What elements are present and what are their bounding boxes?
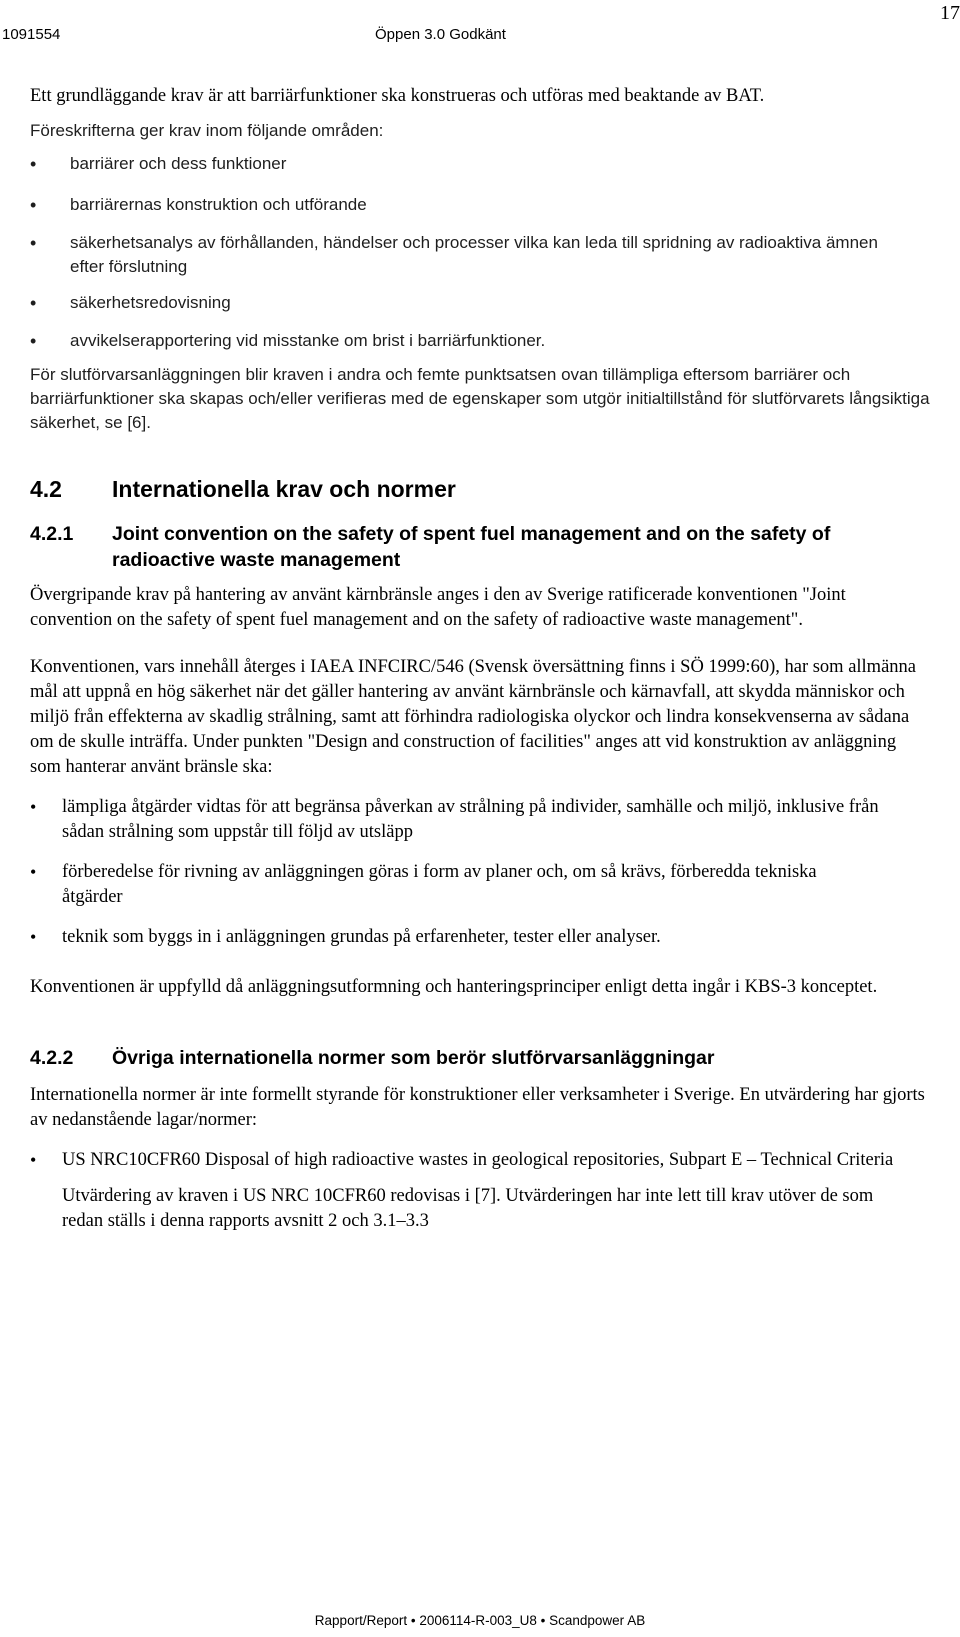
page-number: 17 bbox=[940, 2, 960, 24]
section-heading-4-2-1 bbox=[30, 521, 930, 573]
list-item: • säkerhetsredovisning bbox=[30, 291, 930, 315]
page-footer: Rapport/Report • 2006114-R-003_U8 • Scandpower AB bbox=[314, 1613, 646, 1628]
document-id: 1091554 bbox=[2, 26, 61, 43]
section-4-2-1-paragraph-3: Konventionen är uppfylld då anläggningsutformning och hanteringsprinciper enligt detta ingår i KBS-3 konceptet. bbox=[30, 977, 878, 997]
list-item: • barriärer och dess funktioner bbox=[30, 152, 930, 176]
section-title: Internationella krav och normer bbox=[112, 476, 456, 502]
section-4-2-1-paragraph-2: Konventionen, vars innehåll återges i IAEA INFCIRC/546 (Svensk översättning finns i SÖ 1999:60), har som allmänna mål att uppnå en hög säkerhet när det gäller hantering av använt kärnbränsle och kärnavfall, att skydda människor och miljö från effekterna av skadlig strålning, samt att förhindra radiologiska olyckor och lindra konsekvenserna av sådana om de skulle inträffa. Under punkten "Design and construction of facilities" anges att vid konstruktion av anläggning som hanterar använt bränsle ska: bbox=[30, 657, 916, 777]
section-number: 4.2.1 bbox=[30, 523, 74, 545]
list-item: • US NRC10CFR60 Disposal of high radioactive wastes in geological repositories, Subpart E – Technical Criteria bbox=[30, 1148, 930, 1173]
section-number: 4.2.2 bbox=[30, 1047, 74, 1069]
list-item: • teknik som byggs in i anläggningen grundas på erfarenheter, tester eller analyser. bbox=[30, 925, 930, 950]
section-4-2-2-bullet-list bbox=[30, 1148, 930, 1173]
section-number: 4.2 bbox=[30, 476, 62, 502]
section-4-2-2-bullet-note: Utvärdering av kraven i US NRC 10CFR60 redovisas i [7]. Utvärderingen har inte lett till krav utöver de som redan ställs i denna rapports avsnitt 2 och 3.1–3.3 bbox=[62, 1186, 874, 1231]
section-heading-4-2 bbox=[30, 475, 930, 503]
document-body bbox=[30, 84, 930, 1234]
list-item: • avvikelserapportering vid misstanke om brist i barriärfunktioner. bbox=[30, 329, 930, 353]
list-item: • lämpliga åtgärder vidtas för att begränsa påverkan av strålning på individer, samhälle och miljö, inklusive från sådan strålning som uppstår till följd av utsläpp bbox=[30, 795, 930, 845]
list-item: • säkerhetsanalys av förhållanden, händelser och processer vilka kan leda till spridning av radioaktiva ämnen efter förslutning bbox=[30, 231, 930, 279]
section-title: Övriga internationella normer som berör slutförvarsanläggningar bbox=[112, 1047, 715, 1069]
section-4-2-1-bullet-list bbox=[30, 795, 930, 950]
document-status: Öppen 3.0 Godkänt bbox=[375, 26, 506, 43]
section-4-2-2-paragraph-1: Internationella normer är inte formellt styrande för konstruktioner eller verksamheter i Sverige. En utvärdering har gjorts av nedanstående lagar/normer: bbox=[30, 1085, 925, 1130]
intro-paragraph-1: Ett grundläggande krav är att barriärfunktioner ska konstrueras och utföras med beaktande av BAT. bbox=[30, 86, 765, 106]
section-4-2-1-paragraph-1: Övergripande krav på hantering av använt kärnbränsle anges i den av Sverige ratificerade konventionen "Joint convention on the safety of spent fuel management and on the safety of radioactive waste management". bbox=[30, 585, 846, 630]
list-item: • barriärernas konstruktion och utförande bbox=[30, 193, 930, 217]
intro-paragraph-3: För slutförvarsanläggningen blir kraven i andra och femte punktsatsen ovan tillämpliga eftersom barriärer och barriärfunktioner ska skapas och/eller verifieras med de egenskaper som utgör initialtillstånd för slutförvarets långsiktiga säkerhet, se [6]. bbox=[30, 365, 930, 432]
list-item: • förberedelse för rivning av anläggningen göras i form av planer och, om så krävs, förberedda tekniska åtgärder bbox=[30, 860, 930, 910]
section-heading-4-2-2 bbox=[30, 1045, 930, 1071]
section-title: Joint convention on the safety of spent fuel management and on the safety of radioactive waste management bbox=[112, 523, 831, 571]
intro-paragraph-2: Föreskrifterna ger krav inom följande områden: bbox=[30, 121, 384, 140]
intro-bullet-list bbox=[30, 152, 930, 353]
